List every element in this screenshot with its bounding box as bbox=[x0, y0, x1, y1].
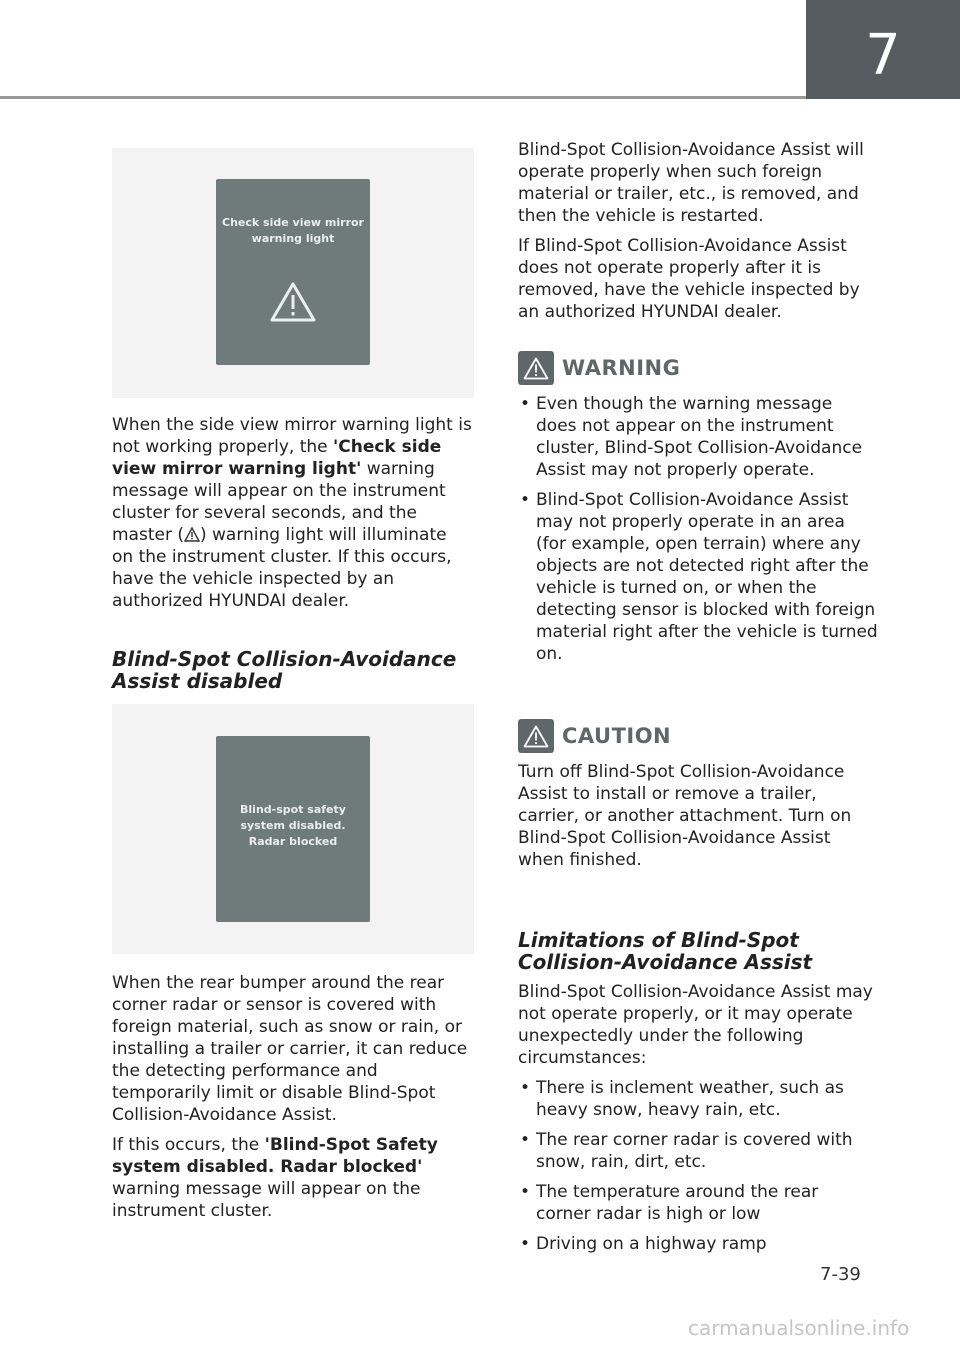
radar-paragraph: When the rear bumper around the rear corner radar or sensor is covered with foreign material, such as snow or rain, or installing a trailer or carrier, it can reduce the detecting performance and temporarily limit or disable Blind-Spot Collision-Avoidance Assist. bbox=[112, 973, 468, 1125]
bold-message: 'Check side view mirror warning light' bbox=[112, 437, 442, 479]
mirror-warning-figure bbox=[112, 148, 474, 398]
cluster-screen bbox=[216, 179, 370, 365]
chapter-tab: 7 bbox=[806, 0, 960, 99]
restart-paragraph: Blind-Spot Collision-Avoidance Assist will operate properly when such foreign material or trailer, etc., is removed, and then the vehicle is restarted. bbox=[518, 140, 864, 226]
list-item: • Driving on a highway ramp bbox=[518, 1233, 878, 1255]
bold-message: 'Blind-Spot Safety system disabled. Radar blocked' bbox=[112, 1135, 438, 1177]
list-item: • The temperature around the rear corner radar is high or low bbox=[518, 1181, 878, 1225]
warning-title: WARNING bbox=[562, 356, 681, 380]
section-heading: Blind-Spot Collision-Avoidance Assist disabled bbox=[112, 647, 457, 693]
master-warning-icon bbox=[184, 527, 200, 542]
screen-text-line: Check side view mirror bbox=[222, 216, 364, 229]
text-run: If this occurs, the bbox=[112, 1135, 265, 1155]
limitations-paragraph: Blind-Spot Collision-Avoidance Assist may not operate properly, or it may operate unexpectedly under the following circumstances: bbox=[518, 982, 873, 1068]
warning-triangle-icon bbox=[269, 281, 317, 323]
list-item: • Even though the warning message does not appear on the instrument cluster, Blind-Spot Collision-Avoidance Assist may not properly operate. bbox=[518, 393, 878, 481]
radar-blocked-figure bbox=[112, 704, 474, 954]
screen-text-line: Radar blocked bbox=[248, 835, 338, 848]
text-run: When the side view mirror warning light is not working properly, the bbox=[112, 415, 472, 457]
limitations-list bbox=[518, 1077, 878, 1255]
mirror-warning-paragraph bbox=[112, 414, 472, 612]
text-run: ) warning light will illuminate on the instrument cluster. If this occurs, have the vehicle inspected by an authorized HYUNDAI dealer. bbox=[112, 525, 452, 611]
section-heading: Limitations of Blind-Spot Collision-Avoidance Assist bbox=[518, 928, 813, 974]
watermark: carmanualsonline.info bbox=[688, 1316, 910, 1340]
caution-icon bbox=[518, 719, 554, 753]
text-run: warning message will appear on the instrument cluster for several seconds, and the master ( bbox=[112, 459, 446, 545]
page-number: 7-39 bbox=[820, 1264, 861, 1285]
left-column bbox=[112, 148, 472, 1230]
list-item: • Blind-Spot Collision-Avoidance Assist may not properly operate in an area (for example, open terrain) where any objects are not detected right after the vehicle is turned on, or when the detecting sensor is blocked with foreign material right after the vehicle is turned on. bbox=[518, 489, 878, 665]
warning-icon bbox=[518, 351, 554, 385]
text-run: warning message will appear on the instrument cluster. bbox=[112, 1179, 421, 1221]
screen-text-line: Blind-spot safety bbox=[240, 803, 346, 816]
right-column bbox=[518, 139, 878, 1263]
warning-label bbox=[518, 349, 878, 387]
list-item: • There is inclement weather, such as heavy snow, heavy rain, etc. bbox=[518, 1077, 878, 1121]
radar-message-paragraph bbox=[112, 1134, 472, 1222]
cluster-screen bbox=[216, 736, 370, 922]
dealer-paragraph: If Blind-Spot Collision-Avoidance Assist does not operate properly after it is removed, have the vehicle inspected by an authorized HYUNDAI dealer. bbox=[518, 236, 860, 322]
list-item: • The rear corner radar is covered with snow, rain, dirt, etc. bbox=[518, 1129, 878, 1173]
caution-label bbox=[518, 717, 878, 755]
warning-list bbox=[518, 393, 878, 665]
screen-text-line: warning light bbox=[251, 232, 335, 245]
screen-text-line: system disabled. bbox=[240, 819, 346, 832]
caution-title: CAUTION bbox=[562, 724, 672, 748]
caution-paragraph: Turn off Blind-Spot Collision-Avoidance Assist to install or remove a trailer, carrier, or another attachment. Turn on Blind-Spot Collision-Avoidance Assist when finished. bbox=[518, 762, 852, 870]
header-rule bbox=[0, 96, 806, 99]
